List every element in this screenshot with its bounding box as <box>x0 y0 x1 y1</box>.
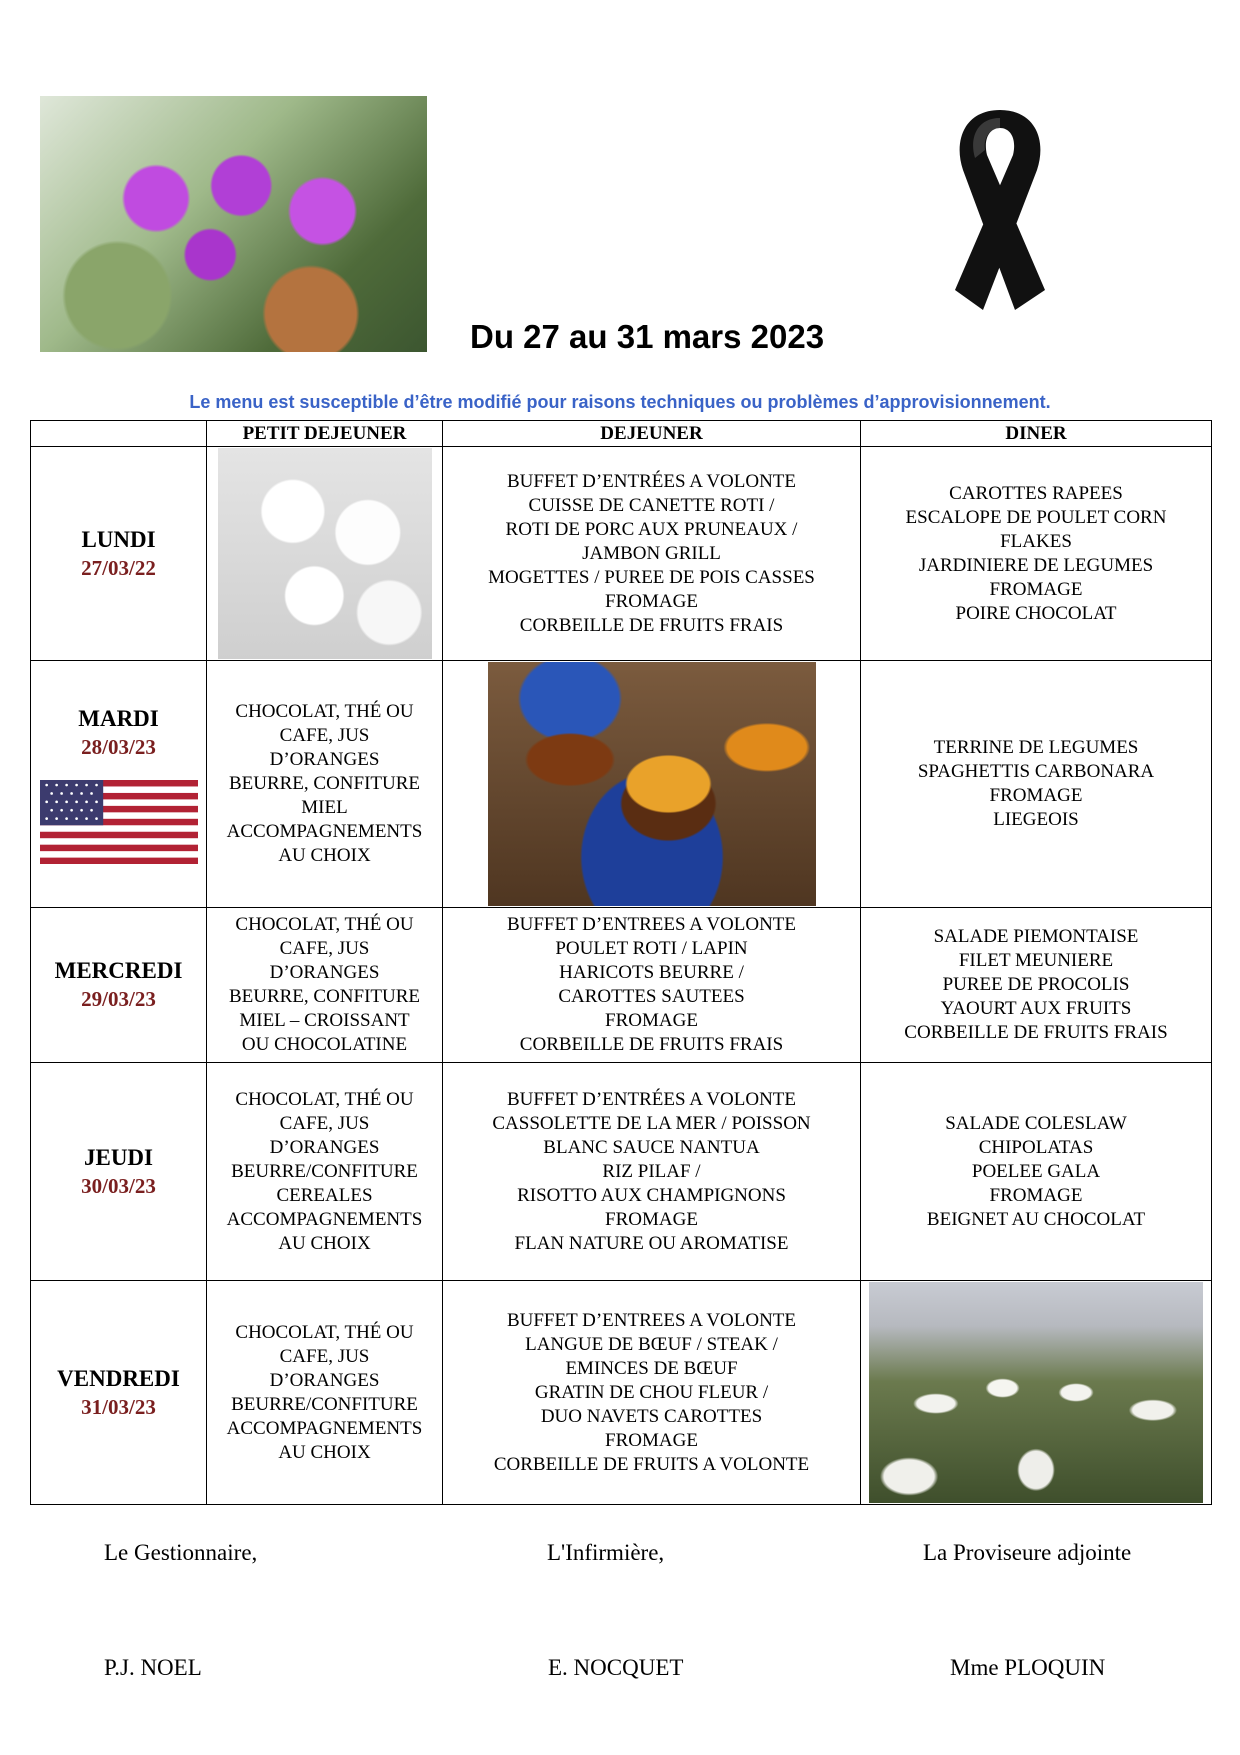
table-header-row <box>31 421 1212 447</box>
weekly-menu-table <box>30 420 1212 1505</box>
white-orchid-photo <box>218 448 432 659</box>
menu-item: BUFFET D’ENTREES A VOLONTE <box>506 914 797 935</box>
day-date: 29/03/23 <box>81 987 156 1011</box>
day-cell <box>31 1281 207 1505</box>
us-flag-icon <box>40 780 198 864</box>
day-cell <box>31 1063 207 1281</box>
menu-item: AU CHOIX <box>278 845 371 866</box>
menu-item: FLAKES <box>1000 530 1072 552</box>
menu-item: LANGUE DE BŒUF / STEAK / <box>525 1333 778 1355</box>
menu-item: CAFE, JUS <box>279 1345 370 1367</box>
menu-item: FROMAGE <box>605 1208 698 1230</box>
menu-item: ROTI DE PORC AUX PRUNEAUX / <box>505 518 798 540</box>
role-infirmiere: L'Infirmière, <box>547 1540 665 1565</box>
menu-item: SALADE COLESLAW <box>945 1112 1127 1134</box>
menu-item: BUFFET D’ENTREES A VOLONTE <box>506 1309 797 1331</box>
table-row-lundi <box>31 447 1212 661</box>
menu-item: FILET MEUNIERE <box>958 950 1114 971</box>
petit-dejeuner-cell <box>207 1281 443 1505</box>
header-dejeuner: DEJEUNER <box>443 421 861 447</box>
menu-notice: Le menu est susceptible d’être modifié pour raisons techniques ou problèmes d’approvisionnement. <box>189 392 1051 412</box>
menu-item: CASSOLETTE DE LA MER / POISSON <box>492 1112 811 1134</box>
menu-item: HARICOTS BEURRE / <box>559 962 744 983</box>
table-row-vendredi <box>31 1281 1212 1505</box>
menu-item: BEURRE, CONFITURE <box>228 986 421 1007</box>
header-day <box>31 421 207 447</box>
day-name: JEUDI <box>83 1144 153 1170</box>
menu-item: CAFE, JUS <box>279 938 370 959</box>
black-ribbon-icon <box>925 100 1075 350</box>
menu-item: LIEGEOIS <box>993 809 1079 830</box>
dejeuner-cell <box>443 1063 861 1281</box>
header-petit-dejeuner: PETIT DEJEUNER <box>207 421 443 447</box>
dejeuner-cell <box>443 661 861 908</box>
white-tulips-photo <box>869 1282 1203 1503</box>
menu-item: GRATIN DE CHOU FLEUR / <box>534 1381 769 1403</box>
day-date: 31/03/23 <box>81 1394 156 1419</box>
menu-item: CHOCOLAT, THÉ OU <box>235 1088 414 1110</box>
name-gestionnaire: P.J. NOEL <box>104 1655 202 1680</box>
menu-item: BLANC SAUCE NANTUA <box>543 1136 760 1158</box>
menu-item: D’ORANGES <box>269 962 380 983</box>
menu-item: CORBEILLE DE FRUITS FRAIS <box>519 1034 784 1055</box>
menu-item: BUFFET D’ENTRÉES A VOLONTE <box>506 470 797 492</box>
diner-cell <box>861 447 1212 661</box>
menu-item: CAFE, JUS <box>279 725 370 746</box>
table-row-jeudi <box>31 1063 1212 1281</box>
day-cell <box>31 447 207 661</box>
menu-item: BEIGNET AU CHOCOLAT <box>926 1208 1146 1230</box>
menu-item: FROMAGE <box>605 590 698 612</box>
menu-item: PUREE DE PROCOLIS <box>942 974 1130 995</box>
name-infirmiere: E. NOCQUET <box>548 1655 684 1680</box>
day-name: MERCREDI <box>54 958 183 983</box>
menu-item: FROMAGE <box>605 1010 698 1031</box>
role-gestionnaire: Le Gestionnaire, <box>104 1540 258 1565</box>
menu-item: BEURRE/CONFITURE <box>231 1160 418 1182</box>
menu-item: RISOTTO AUX CHAMPIGNONS <box>517 1184 786 1206</box>
dejeuner-cell <box>443 908 861 1063</box>
menu-item: RIZ PILAF / <box>602 1160 701 1182</box>
purple-orchid-photo <box>40 96 427 352</box>
menu-item: OU CHOCOLATINE <box>241 1034 408 1055</box>
menu-item: SPAGHETTIS CARBONARA <box>917 761 1155 782</box>
menu-item: MOGETTES / PUREE DE POIS CASSES <box>488 566 815 588</box>
role-proviseure: La Proviseure adjointe <box>923 1540 1132 1565</box>
day-cell <box>31 661 207 908</box>
menu-item: POELEE GALA <box>971 1160 1101 1182</box>
menu-item: FLAN NATURE OU AROMATISE <box>514 1232 789 1254</box>
menu-item: CHOCOLAT, THÉ OU <box>235 914 414 935</box>
menu-item: D’ORANGES <box>269 749 380 770</box>
day-name: MARDI <box>78 706 159 731</box>
dejeuner-cell <box>443 1281 861 1505</box>
menu-item: FROMAGE <box>989 785 1083 806</box>
day-name: VENDREDI <box>57 1365 180 1391</box>
diner-cell <box>861 1281 1212 1505</box>
menu-item: POIRE CHOCOLAT <box>955 602 1117 624</box>
menu-item: AU CHOIX <box>278 1232 371 1254</box>
menu-item: CORBEILLE DE FRUITS A VOLONTE <box>493 1453 810 1475</box>
menu-item: AU CHOIX <box>278 1441 371 1463</box>
menu-item: ACCOMPAGNEMENTS <box>226 1417 423 1439</box>
menu-item: BEURRE/CONFITURE <box>231 1393 418 1415</box>
menu-item: CHOCOLAT, THÉ OU <box>235 1321 414 1343</box>
menu-item: FROMAGE <box>989 1184 1083 1206</box>
name-proviseure: Mme PLOQUIN <box>950 1655 1106 1680</box>
menu-item: CHOCOLAT, THÉ OU <box>235 701 414 722</box>
menu-item: FROMAGE <box>989 578 1083 600</box>
menu-item: TERRINE DE LEGUMES <box>933 737 1139 758</box>
menu-item: JAMBON GRILL <box>582 542 721 564</box>
menu-item: CORBEILLE DE FRUITS FRAIS <box>519 614 784 636</box>
menu-item: SALADE PIEMONTAISE <box>933 926 1139 947</box>
menu-item: CEREALES <box>276 1184 373 1206</box>
petit-dejeuner-cell <box>207 447 443 661</box>
menu-item: ACCOMPAGNEMENTS <box>226 1208 423 1230</box>
menu-item: JARDINIERE DE LEGUMES <box>918 554 1154 576</box>
menu-item: ESCALOPE DE POULET CORN <box>905 506 1167 528</box>
diner-cell <box>861 908 1212 1063</box>
menu-item: CORBEILLE DE FRUITS FRAIS <box>904 1022 1168 1043</box>
diner-cell <box>861 1063 1212 1281</box>
menu-item: YAOURT AUX FRUITS <box>940 998 1132 1019</box>
menu-item: ACCOMPAGNEMENTS <box>226 821 423 842</box>
header-diner: DINER <box>861 421 1212 447</box>
menu-item: BUFFET D’ENTRÉES A VOLONTE <box>506 1088 797 1110</box>
diner-cell <box>861 661 1212 908</box>
dejeuner-cell <box>443 447 861 661</box>
petit-dejeuner-cell <box>207 661 443 908</box>
menu-item: D’ORANGES <box>269 1369 380 1391</box>
menu-item: FROMAGE <box>605 1429 698 1451</box>
table-row-mercredi <box>31 908 1212 1063</box>
menu-item: CAFE, JUS <box>279 1112 370 1134</box>
menu-item: CAROTTES SAUTEES <box>558 986 745 1007</box>
petit-dejeuner-cell <box>207 908 443 1063</box>
day-date: 27/03/22 <box>81 555 156 580</box>
day-date: 28/03/23 <box>81 735 156 759</box>
menu-item: POULET ROTI / LAPIN <box>555 938 748 959</box>
menu-item: CHIPOLATAS <box>978 1136 1094 1158</box>
menu-item: EMINCES DE BŒUF <box>565 1357 738 1379</box>
menu-item: MIEL – CROISSANT <box>239 1010 410 1031</box>
menu-item: MIEL <box>301 797 348 818</box>
menu-item: BEURRE, CONFITURE <box>228 773 421 794</box>
day-cell <box>31 908 207 1063</box>
menu-item: CUISSE DE CANETTE ROTI / <box>528 494 775 516</box>
menu-item: CAROTTES RAPEES <box>949 482 1123 504</box>
burger-bbq-photo <box>488 662 816 906</box>
menu-item: DUO NAVETS CAROTTES <box>540 1405 763 1427</box>
day-date: 30/03/23 <box>81 1173 156 1198</box>
day-name: LUNDI <box>81 526 156 552</box>
petit-dejeuner-cell <box>207 1063 443 1281</box>
page-title: Du 27 au 31 mars 2023 <box>470 318 825 355</box>
menu-item: D’ORANGES <box>269 1136 380 1158</box>
table-row-mardi <box>31 661 1212 908</box>
